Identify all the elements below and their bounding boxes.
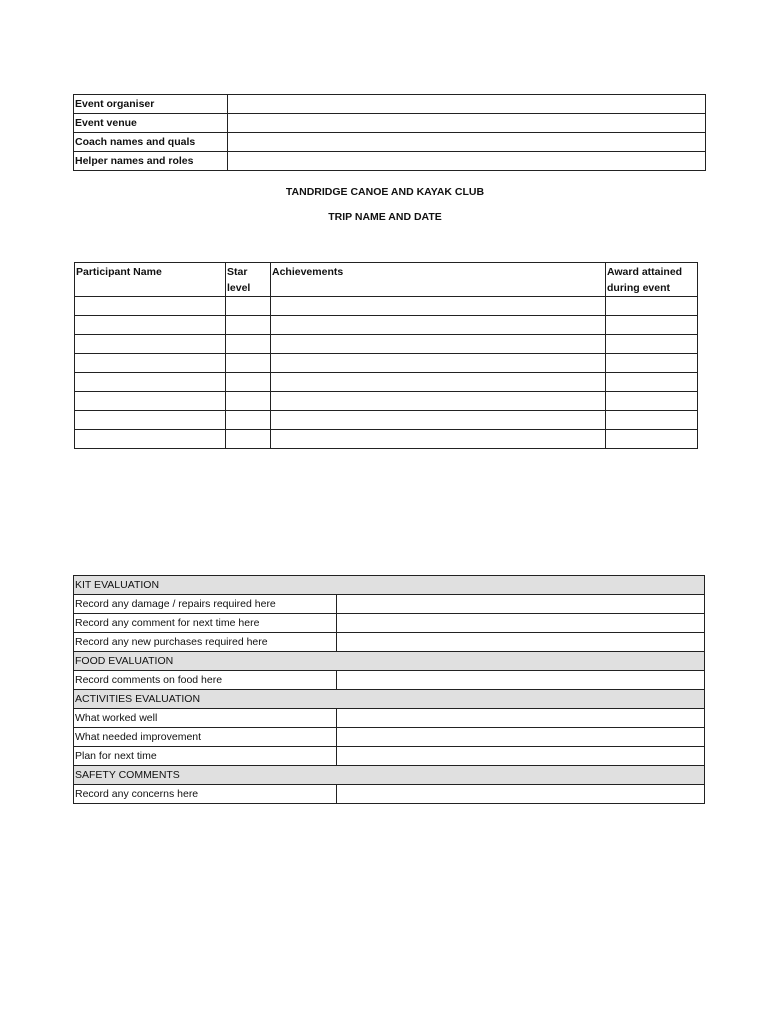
- event-venue-field[interactable]: [228, 114, 706, 133]
- achievements-cell[interactable]: [271, 297, 606, 316]
- achievements-cell[interactable]: [271, 411, 606, 430]
- award-cell[interactable]: [606, 411, 698, 430]
- star-level-header: Star level: [226, 263, 271, 297]
- helper-names-label: Helper names and roles: [74, 152, 228, 171]
- participant-name-cell[interactable]: [75, 354, 226, 373]
- table-row: [74, 785, 705, 804]
- award-cell[interactable]: [606, 335, 698, 354]
- award-cell[interactable]: [606, 373, 698, 392]
- kit-comment-field[interactable]: [337, 614, 705, 633]
- star-level-cell[interactable]: [226, 373, 271, 392]
- safety-concerns-label: Record any concerns here: [74, 785, 337, 804]
- star-level-cell[interactable]: [226, 430, 271, 449]
- club-name-heading: TANDRIDGE CANOE AND KAYAK CLUB: [285, 186, 485, 198]
- participant-name-cell[interactable]: [75, 430, 226, 449]
- info-row-helper: [74, 152, 706, 171]
- worked-well-label: What worked well: [74, 709, 337, 728]
- table-row: [75, 392, 698, 411]
- participant-name-cell[interactable]: [75, 335, 226, 354]
- table-row: [74, 728, 705, 747]
- kit-purchases-label: Record any new purchases required here: [74, 633, 337, 652]
- needed-improvement-field[interactable]: [337, 728, 705, 747]
- table-row: [75, 354, 698, 373]
- table-row: [75, 335, 698, 354]
- activities-evaluation-section: [74, 690, 705, 709]
- award-cell[interactable]: [606, 392, 698, 411]
- food-comments-field[interactable]: [337, 671, 705, 690]
- star-level-cell[interactable]: [226, 354, 271, 373]
- helper-names-field[interactable]: [228, 152, 706, 171]
- safety-concerns-field[interactable]: [337, 785, 705, 804]
- achievements-cell[interactable]: [271, 430, 606, 449]
- table-row: [75, 373, 698, 392]
- participant-name-cell[interactable]: [75, 297, 226, 316]
- plan-next-time-field[interactable]: [337, 747, 705, 766]
- kit-comment-label: Record any comment for next time here: [74, 614, 337, 633]
- food-evaluation-heading: FOOD EVALUATION: [74, 652, 705, 671]
- table-row: [75, 411, 698, 430]
- table-row: [74, 747, 705, 766]
- needed-improvement-label: What needed improvement: [74, 728, 337, 747]
- participant-name-cell[interactable]: [75, 316, 226, 335]
- table-row: [74, 633, 705, 652]
- star-level-cell[interactable]: [226, 392, 271, 411]
- achievements-cell[interactable]: [271, 373, 606, 392]
- event-info-table: [73, 94, 706, 171]
- achievements-cell[interactable]: [271, 354, 606, 373]
- star-level-cell[interactable]: [226, 335, 271, 354]
- activities-evaluation-heading: ACTIVITIES EVALUATION: [74, 690, 705, 709]
- participant-name-cell[interactable]: [75, 373, 226, 392]
- event-venue-label: Event venue: [74, 114, 228, 133]
- participant-name-header: Participant Name: [75, 263, 226, 297]
- star-level-cell[interactable]: [226, 297, 271, 316]
- table-row: [74, 709, 705, 728]
- award-cell[interactable]: [606, 316, 698, 335]
- worked-well-field[interactable]: [337, 709, 705, 728]
- info-row-coach: [74, 133, 706, 152]
- table-row: [75, 430, 698, 449]
- table-row: [75, 316, 698, 335]
- info-row-organiser: [74, 95, 706, 114]
- kit-purchases-field[interactable]: [337, 633, 705, 652]
- participants-table: [74, 262, 698, 449]
- star-level-cell[interactable]: [226, 316, 271, 335]
- kit-damage-field[interactable]: [337, 595, 705, 614]
- table-row: [74, 671, 705, 690]
- coach-names-field[interactable]: [228, 133, 706, 152]
- star-level-cell[interactable]: [226, 411, 271, 430]
- info-row-venue: [74, 114, 706, 133]
- table-row: [74, 595, 705, 614]
- award-cell[interactable]: [606, 297, 698, 316]
- safety-comments-heading: SAFETY COMMENTS: [74, 766, 705, 785]
- food-evaluation-section: [74, 652, 705, 671]
- award-cell[interactable]: [606, 354, 698, 373]
- achievements-header: Achievements: [271, 263, 606, 297]
- achievements-cell[interactable]: [271, 316, 606, 335]
- kit-evaluation-heading: KIT EVALUATION: [74, 576, 705, 595]
- participant-name-cell[interactable]: [75, 411, 226, 430]
- participants-header-row: [75, 263, 698, 297]
- table-row: [74, 614, 705, 633]
- table-row: [75, 297, 698, 316]
- kit-damage-label: Record any damage / repairs required here: [74, 595, 337, 614]
- event-organiser-label: Event organiser: [74, 95, 228, 114]
- award-cell[interactable]: [606, 430, 698, 449]
- safety-comments-section: [74, 766, 705, 785]
- achievements-cell[interactable]: [271, 335, 606, 354]
- kit-evaluation-section: [74, 576, 705, 595]
- participant-name-cell[interactable]: [75, 392, 226, 411]
- food-comments-label: Record comments on food here: [74, 671, 337, 690]
- coach-names-label: Coach names and quals: [74, 133, 228, 152]
- trip-name-heading: TRIP NAME AND DATE: [328, 211, 442, 223]
- plan-next-time-label: Plan for next time: [74, 747, 337, 766]
- award-header: Award attained during event: [606, 263, 698, 297]
- achievements-cell[interactable]: [271, 392, 606, 411]
- event-organiser-field[interactable]: [228, 95, 706, 114]
- evaluation-table: [73, 575, 705, 804]
